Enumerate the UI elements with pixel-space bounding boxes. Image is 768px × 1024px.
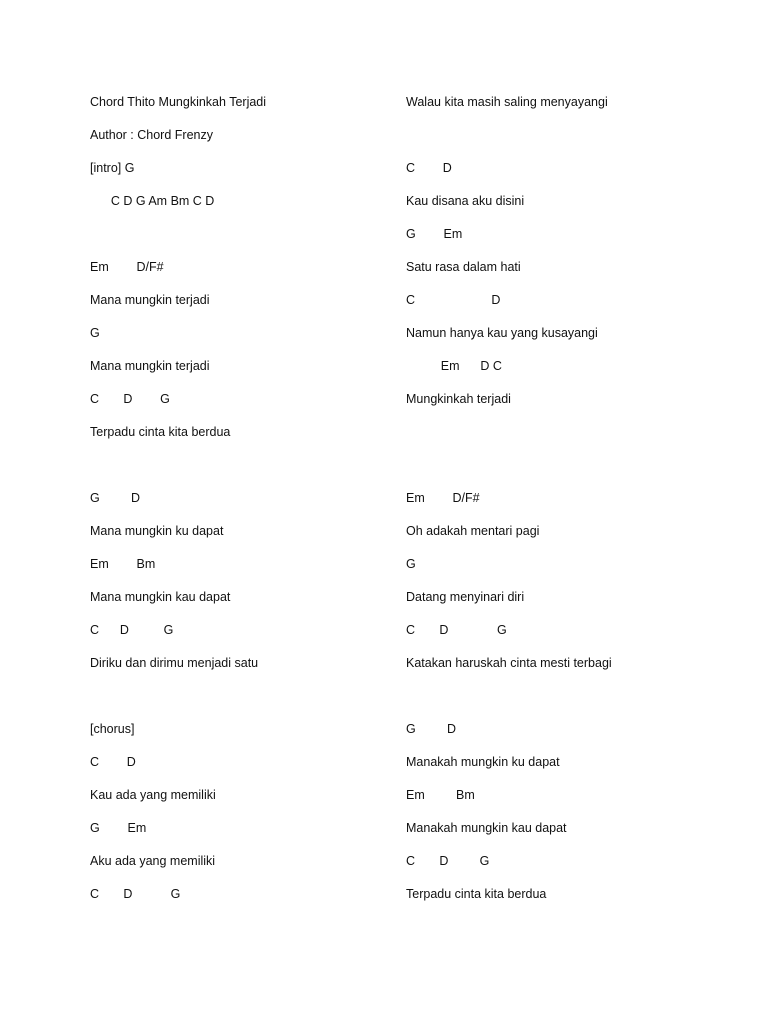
left-blank-line — [90, 685, 390, 718]
right-lyric-line: Oh adakah mentari pagi — [406, 524, 540, 538]
right-chord-line: C D — [406, 161, 452, 175]
left-lyric-line: Kau ada yang memiliki — [90, 788, 216, 802]
right-column — [406, 91, 706, 916]
left-chord-line: C D G — [90, 623, 174, 637]
left-chord-line: G Em — [90, 821, 147, 835]
left-chord-line: C D G Am Bm C D — [90, 194, 215, 208]
left-chord-line: C D G — [90, 887, 181, 901]
right-blank-line — [406, 454, 706, 487]
right-lyric-line: Datang menyinari diri — [406, 590, 525, 604]
right-blank-line — [406, 685, 706, 718]
left-blank-line — [90, 223, 390, 256]
right-chord-line: G Em — [406, 227, 463, 241]
left-chord-line: Em D/F# — [90, 260, 164, 274]
right-chord-line: C D — [406, 293, 501, 307]
left-lyric-line: Mana mungkin terjadi — [90, 359, 210, 373]
left-chord-line: C D G — [90, 392, 170, 406]
left-chord-line: C D — [90, 755, 136, 769]
right-lyric-line: Mungkinkah terjadi — [406, 392, 511, 406]
left-lyric-line: [chorus] — [90, 722, 135, 736]
right-lyric-line: Terpadu cinta kita berdua — [406, 887, 547, 901]
right-lyric-line: Katakan haruskah cinta mesti terbagi — [406, 656, 612, 670]
right-chord-line: G — [406, 557, 416, 571]
left-column — [90, 91, 390, 916]
left-lyric-line: Author : Chord Frenzy — [90, 128, 213, 142]
right-chord-line: Em D/F# — [406, 491, 480, 505]
right-lyric-line: Manakah mungkin kau dapat — [406, 821, 567, 835]
right-lyric-line: Namun hanya kau yang kusayangi — [406, 326, 598, 340]
right-blank-line — [406, 421, 706, 454]
right-lyric-line: Walau kita masih saling menyayangi — [406, 95, 608, 109]
right-chord-line: C D G — [406, 854, 490, 868]
left-lyric-line: [intro] G — [90, 161, 135, 175]
right-chord-line: C D G — [406, 623, 507, 637]
left-lyric-line: Mana mungkin kau dapat — [90, 590, 231, 604]
right-chord-line: Em Bm — [406, 788, 475, 802]
left-lyric-line: Mana mungkin terjadi — [90, 293, 210, 307]
left-lyric-line: Aku ada yang memiliki — [90, 854, 216, 868]
right-blank-line — [406, 124, 706, 157]
left-chord-line: G D — [90, 491, 141, 505]
left-blank-line — [90, 454, 390, 487]
right-chord-line: G D — [406, 722, 457, 736]
right-lyric-line: Kau disana aku disini — [406, 194, 525, 208]
right-chord-line: Em D C — [406, 359, 502, 373]
left-lyric-line: Chord Thito Mungkinkah Terjadi — [90, 95, 267, 109]
left-lyric-line: Mana mungkin ku dapat — [90, 524, 224, 538]
right-lyric-line: Manakah mungkin ku dapat — [406, 755, 560, 769]
left-lyric-line: Diriku dan dirimu menjadi satu — [90, 656, 259, 670]
right-lyric-line: Satu rasa dalam hati — [406, 260, 521, 274]
left-chord-line: Em Bm — [90, 557, 156, 571]
left-chord-line: G — [90, 326, 100, 340]
left-lyric-line: Terpadu cinta kita berdua — [90, 425, 231, 439]
